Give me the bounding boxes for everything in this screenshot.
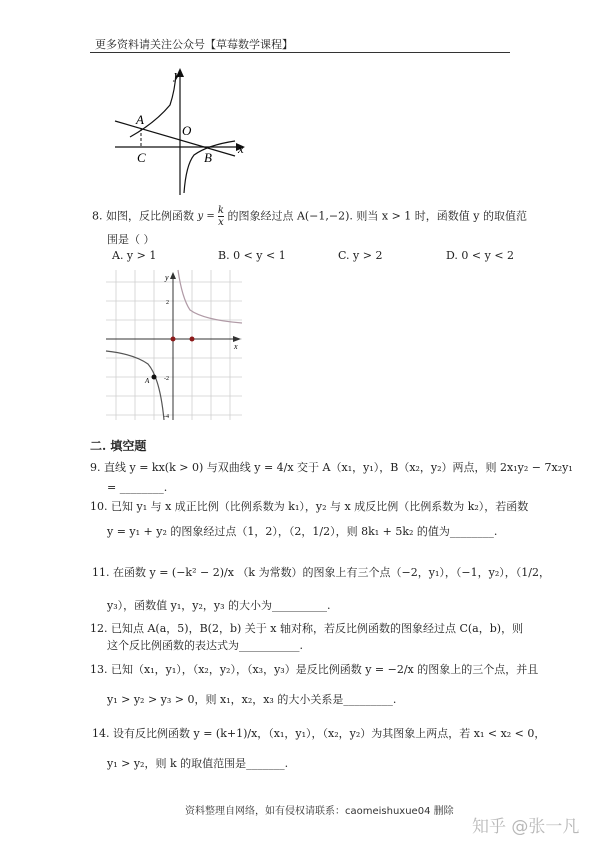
q8-option-b: B. 0 < y < 1 (218, 249, 286, 262)
question-8-line1 (92, 205, 527, 228)
q8-option-d: D. 0 < y < 2 (446, 249, 515, 262)
question-12-line2: 这个反比例函数的表达式为___________. (107, 639, 303, 652)
question-13-line1: 13. 已知（x₁，y₁），（x₂，y₂），（x₃，y₃）是反比例函数 y = −2/x 的图象上的三个点，并且 (90, 663, 539, 676)
point-a (152, 375, 157, 380)
line-ab (115, 121, 235, 156)
tick-neg2: -2 (164, 376, 169, 382)
question-9-line1: 9. 直线 y = kx(k > 0) 与双曲线 y = 4/x 交于 A（x₁，y₁），B（x₂，y₂）两点，则 2x₁y₂ − 7x₂y₁ (90, 461, 573, 474)
question-10-line2: y = y₁ + y₂ 的图象经过点（1，2），（2，1/2），则 8k₁ + 5k₂ 的值为________. (107, 525, 498, 538)
label-x: x (238, 141, 244, 156)
question-13-line2: y₁ > y₂ > y₃ > 0，则 x₁，x₂，x₃ 的大小关系是_________. (107, 693, 397, 706)
label-a: A (145, 377, 150, 385)
question-9-line2: = ________. (107, 481, 168, 494)
figure-line-hyperbola (110, 65, 250, 200)
question-10-line1: 10. 已知 y₁ 与 x 成正比例（比例系数为 k₁），y₂ 与 x 成反比例（比例系数为 k₂），若函数 (90, 500, 529, 513)
q8-option-c: C. y > 2 (338, 249, 383, 262)
header-divider (90, 52, 510, 53)
grid-lines (106, 270, 242, 420)
page-header: 更多资料请关注公众号【草莓数学课程】 (95, 38, 293, 51)
label-o: O (182, 123, 192, 138)
q8-text-post: 的图象经过点 A(−1,−2). 则当 x > 1 时，函数值 y 的取值范 (227, 209, 528, 223)
question-14-line2: y₁ > y₂，则 k 的取值范围是_______. (107, 757, 289, 770)
label-y: y (174, 67, 180, 82)
label-c: C (137, 150, 146, 165)
point-on-x-axis (190, 337, 195, 342)
q8-fraction: y = $\frac{k}{x}$ (197, 205, 224, 228)
point-origin (171, 337, 176, 342)
section-title: 二. 填空题 (90, 439, 147, 453)
figure-grid-hyperbola (104, 268, 244, 424)
question-8-line2: 围是（ ） (107, 233, 155, 246)
watermark: 知乎 @张一凡 (472, 817, 580, 837)
page-footer: 资料整理自网络，如有侵权请联系：caomeishuxue04 删除 (185, 806, 454, 817)
question-14-line1: 14. 设有反比例函数 y = (k+1)/x，（x₁，y₁），（x₂，y₂）为其图象上两点，若 x₁ < x₂ < 0， (92, 727, 546, 740)
q8-option-a: A. y > 1 (112, 249, 157, 262)
tick-2: 2 (166, 300, 169, 306)
label-b: B (204, 150, 212, 165)
label-y: y (165, 273, 169, 282)
hyperbola-branch-q1 (178, 270, 242, 323)
question-12-line1: 12. 已知点 A(a，5)，B(2，b) 关于 x 轴对称，若反比例函数的图象经过点 C(a，b)，则 (90, 622, 524, 635)
label-x: x (234, 342, 238, 351)
q8-text-pre: 8. 如图，反比例函数 (92, 209, 198, 223)
tick-neg4: -4 (164, 414, 169, 420)
label-a: A (136, 112, 144, 127)
question-11-line2: y₃），函数值 y₁，y₂，y₃ 的大小为__________. (107, 599, 331, 612)
question-11-line1: 11. 在函数 y = (−k² − 2)/x （k 为常数）的图象上有三个点（−2，y₁），（−1，y₂），（1/2， (92, 566, 550, 579)
y-axis-arrow (170, 272, 176, 279)
